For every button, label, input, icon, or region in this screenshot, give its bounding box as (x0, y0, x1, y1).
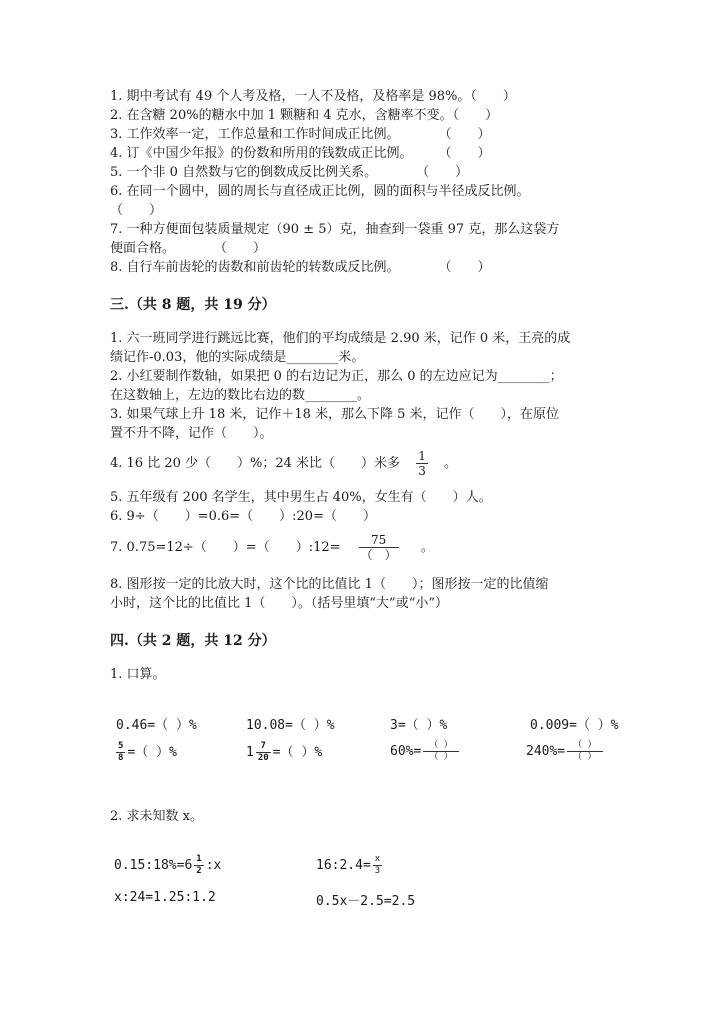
fraction-blank-60: $\frac{( )}{( )}$ (423, 741, 458, 762)
fraction-1-2: $\frac{1}{2}$ (196, 854, 202, 876)
fraction-7-20: $\frac{7}{20}$ (257, 741, 269, 763)
fill-question-7-text: 7. 0.75=12÷（ ）=（ ）:12= (110, 540, 341, 555)
fraction-x-3: $\frac{x}{3}$ (374, 854, 381, 876)
fill-question-4-text: 4. 16 比 20 少（ ）%；24 米比（ ）米多 (110, 456, 401, 471)
fill-question-8-cont: 小时，这个比的比值比 1（ ）。（括号里填“大”或“小”） (110, 596, 448, 611)
oral-item-2: 10.08=（ ）% (246, 718, 335, 733)
fraction-one-third: $\frac{1}{3}$ (418, 449, 426, 478)
judge-question-8: 8. 自行车前齿轮的齿数和前齿轮的转数成反比例。 （ ） (110, 260, 491, 275)
judge-question-5: 5. 一个非 0 自然数与它的倒数成反比例关系。 （ ） (110, 165, 469, 180)
fraction-75-blank: $\frac{75}{( )}$ (360, 533, 397, 562)
fill-question-4: 4. 16 比 20 少（ ）%；24 米比（ ）米多 $\frac{1}{3}$ 。 (110, 449, 457, 478)
solve-x-label: 2. 求未知数 x。 (110, 809, 203, 824)
judge-question-3: 3. 工作效率一定，工作总量和工作时间成正比例。 （ ） (110, 127, 491, 142)
section-4-title: 四.（共 2 题，共 12 分） (110, 633, 276, 649)
oral-item-6: 1 $\frac{7}{20}$ =（ ）% (246, 741, 323, 763)
judge-question-1: 1. 期中考试有 49 个人考及格，一人不及格，及格率是 98%。（ ） (110, 89, 516, 104)
oral-item-4: 0.009=（ ）% (530, 718, 619, 733)
equation-4: 0.5x－2.5=2.5 (316, 894, 416, 909)
section-3-title: 三.（共 8 题，共 19 分） (110, 297, 276, 313)
fill-question-7: 7. 0.75=12÷（ ）=（ ）:12= $\frac{75}{( )}$ 。 (110, 533, 434, 562)
equation-3: x:24=1.25:1.2 (114, 890, 216, 905)
fill-question-3: 3. 如果气球上升 18 米，记作＋18 米，那么下降 5 米，记作（ ），在原位 (110, 407, 560, 422)
fill-question-6: 6. 9÷（ ）=0.6=（ ）:20=（ ） (110, 509, 376, 524)
oral-item-7: 60%= $\frac{( )}{( )}$ (390, 741, 461, 762)
oral-item-8: 240%= $\frac{( )}{( )}$ (526, 741, 605, 762)
judge-question-7: 7. 一种方便面包装质量规定（90 ± 5）克，抽查到一袋重 97 克，那么这袋方 (110, 222, 560, 237)
judge-question-4: 4. 订《中国少年报》的份数和所用的钱数成正比例。 （ ） (110, 146, 491, 161)
fraction-blank-240: $\frac{( )}{( )}$ (567, 741, 602, 762)
fill-question-2: 2. 小红要制作数轴，如果把 0 的右边记为正，那么 0 的左边应记为________； (110, 369, 563, 384)
equation-2: 16:2.4= $\frac{x}{3}$ (316, 854, 381, 876)
judge-question-6-bracket: （ ） (110, 203, 163, 218)
fill-question-5: 5. 五年级有 200 名学生，其中男生占 40%，女生有（ ）人。 (110, 490, 492, 505)
equation-1: 0.15:18%=6 $\frac{1}{2}$ :x (114, 854, 222, 876)
fill-question-2-cont: 在这数轴上，左边的数比右边的数________。 (110, 388, 371, 403)
fraction-5-8: $\frac{5}{8}$ (118, 741, 124, 763)
fill-question-1: 1. 六一班同学进行跳远比赛，他们的平均成绩是 2.90 米，记作 0 米，王亮的成 (110, 331, 571, 346)
judge-question-7-cont: 便面合格。 （ ） (110, 241, 267, 256)
oral-item-3: 3=（ ）% (390, 718, 448, 733)
oral-item-5: $\frac{5}{8}$ =（ ）% (118, 741, 177, 763)
fill-question-8: 8. 图形按一定的比放大时，这个比的比值比 1（ ）；图形按一定的比值缩 (110, 577, 549, 592)
fill-question-3-cont: 置不升不降，记作（ ）。 (110, 426, 273, 441)
oral-item-1: 0.46=（ ）% (116, 718, 197, 733)
oral-calc-label: 1. 口算。 (110, 667, 166, 682)
fill-question-1-cont: 绩记作-0.03，他的实际成绩是________米。 (110, 350, 365, 365)
judge-question-6: 6. 在同一个圆中，圆的周长与直径成正比例，圆的面积与半径成反比例。 (110, 184, 530, 199)
judge-question-2: 2. 在含糖 20%的糖水中加 1 颗糖和 4 克水，含糖率不变。（ ） (110, 108, 499, 123)
